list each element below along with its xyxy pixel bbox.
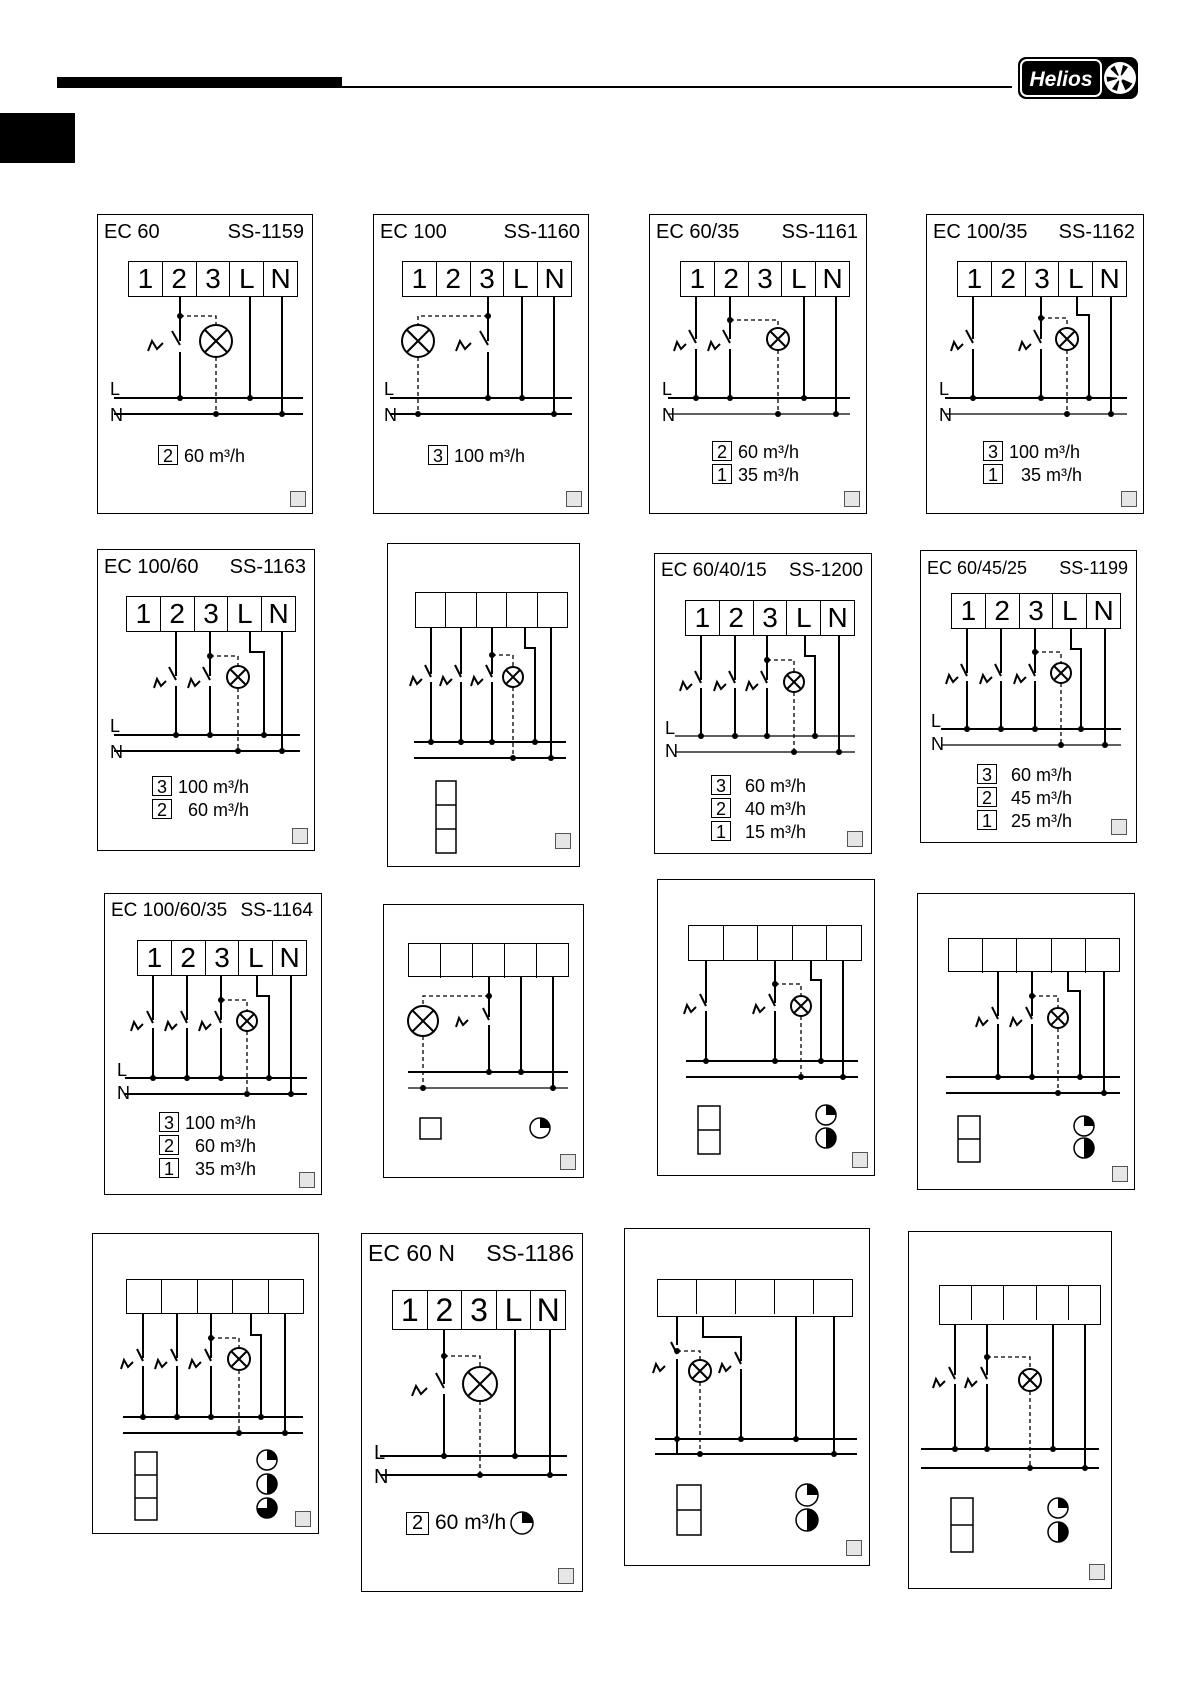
airflow-row: 3 100 m³/h bbox=[983, 441, 1080, 463]
card-code: SS-1199 bbox=[1059, 558, 1128, 578]
svg-text:L: L bbox=[117, 1060, 128, 1080]
airflow-row: 3 100 m³/h bbox=[159, 1112, 256, 1134]
svg-text:N: N bbox=[117, 1083, 130, 1103]
svg-text:N: N bbox=[931, 734, 944, 754]
card-code: SS-1200 bbox=[789, 560, 863, 581]
helios-logo bbox=[1017, 56, 1139, 100]
terminal-3: 3 bbox=[462, 1291, 497, 1329]
svg-text:L: L bbox=[662, 379, 673, 399]
terminal-n: N bbox=[270, 263, 291, 294]
svg-text:Helios: Helios bbox=[1029, 68, 1093, 91]
terminal-l: L bbox=[787, 601, 821, 635]
terminal-l: L bbox=[1053, 594, 1087, 628]
terminal-2: 2 bbox=[992, 262, 1026, 296]
terminal-1: 1 bbox=[403, 262, 437, 296]
wiring-card-ss-1164 bbox=[104, 893, 322, 1195]
svg-text:N: N bbox=[665, 741, 678, 761]
checkbox[interactable] bbox=[295, 1511, 311, 1527]
terminal-3: 3 bbox=[1020, 594, 1054, 628]
terminal-n: N bbox=[268, 598, 289, 629]
terminal-2: 2 bbox=[163, 262, 197, 296]
checkbox[interactable] bbox=[1089, 1564, 1105, 1580]
terminal-3: 3 bbox=[749, 262, 783, 296]
airflow-row: 2 40 m³/h bbox=[711, 798, 806, 820]
wiring-diagram bbox=[98, 215, 314, 515]
svg-text:L: L bbox=[384, 379, 395, 399]
airflow-row: 3 100 m³/h bbox=[152, 776, 249, 798]
card-code: SS-1162 bbox=[1058, 221, 1135, 243]
card-code: SS-1186 bbox=[486, 1240, 574, 1266]
svg-text:L: L bbox=[665, 718, 676, 738]
card-code: SS-1163 bbox=[229, 556, 306, 578]
card-model: EC 60 N bbox=[368, 1240, 455, 1266]
terminal-1: 1 bbox=[686, 601, 720, 635]
checkbox[interactable] bbox=[844, 491, 860, 507]
terminal-l: L bbox=[239, 941, 273, 975]
terminal-1: 1 bbox=[393, 1291, 428, 1329]
terminal-3: 3 bbox=[197, 262, 231, 296]
wiring-card-ss-1199 bbox=[920, 550, 1137, 843]
wiring-card-blank-3 bbox=[657, 879, 875, 1176]
checkbox[interactable] bbox=[1121, 491, 1137, 507]
terminal-l: L bbox=[228, 597, 262, 631]
terminal-2: 2 bbox=[437, 262, 471, 296]
terminal-3: 3 bbox=[754, 601, 788, 635]
checkbox[interactable] bbox=[847, 831, 863, 847]
checkbox[interactable] bbox=[292, 828, 308, 844]
checkbox[interactable] bbox=[299, 1172, 315, 1188]
terminal-1: 1 bbox=[127, 597, 161, 631]
terminal-2: 2 bbox=[161, 597, 195, 631]
wiring-card-ss-1186 bbox=[361, 1233, 583, 1592]
svg-text:N: N bbox=[110, 405, 123, 425]
airflow-row: 2 60 m³/h bbox=[406, 1512, 506, 1535]
card-code: SS-1159 bbox=[227, 221, 304, 243]
terminal-3: 3 bbox=[206, 941, 240, 975]
wiring-card-ss-1163 bbox=[97, 549, 315, 851]
card-model: EC 100/60 bbox=[104, 556, 199, 578]
wiring-card-ss-1162 bbox=[926, 214, 1144, 514]
terminal-1: 1 bbox=[138, 941, 172, 975]
terminal-2: 2 bbox=[172, 941, 206, 975]
wiring-diagram bbox=[384, 905, 585, 1179]
wiring-card-blank-4 bbox=[917, 893, 1135, 1190]
wiring-diagram bbox=[918, 894, 1136, 1191]
airflow-row: 1 35 m³/h bbox=[159, 1158, 256, 1180]
airflow-row: 3 60 m³/h bbox=[711, 775, 806, 797]
airflow-row: 2 60 m³/h bbox=[159, 1135, 256, 1157]
terminal-n: N bbox=[536, 1292, 560, 1328]
wiring-diagram bbox=[625, 1229, 871, 1567]
airflow-row: 1 35 m³/h bbox=[983, 464, 1082, 486]
terminal-l: L bbox=[504, 262, 538, 296]
airflow-row: 1 15 m³/h bbox=[711, 821, 806, 843]
terminal-n: N bbox=[1099, 263, 1120, 294]
checkbox[interactable] bbox=[852, 1152, 868, 1168]
terminal-2: 2 bbox=[720, 601, 754, 635]
terminal-l: L bbox=[230, 262, 264, 296]
card-model: EC 60/35 bbox=[656, 221, 740, 243]
airflow-row: 2 60 m³/h bbox=[712, 441, 799, 463]
card-model: EC 60/45/25 bbox=[927, 558, 1028, 578]
card-model: EC 100/60/35 bbox=[111, 900, 228, 921]
svg-text:L: L bbox=[931, 711, 942, 731]
checkbox[interactable] bbox=[290, 491, 306, 507]
svg-text:L: L bbox=[939, 379, 950, 399]
svg-text:N: N bbox=[384, 405, 397, 425]
card-code: SS-1160 bbox=[503, 221, 580, 243]
svg-text:L: L bbox=[110, 379, 121, 399]
header-rule-thin bbox=[342, 86, 1012, 88]
wiring-card-blank-6 bbox=[624, 1228, 870, 1566]
airflow-row: 3 60 m³/h bbox=[977, 764, 1072, 786]
svg-text:L: L bbox=[374, 1442, 386, 1464]
wiring-diagram bbox=[362, 1234, 584, 1593]
card-code: SS-1161 bbox=[781, 221, 858, 243]
wiring-diagram bbox=[909, 1232, 1113, 1590]
wiring-card-blank-2 bbox=[383, 904, 584, 1178]
language-tab-marker bbox=[0, 113, 75, 163]
card-model: EC 60 bbox=[104, 221, 160, 243]
terminal-2: 2 bbox=[986, 594, 1020, 628]
terminal-n: N bbox=[822, 263, 843, 294]
terminal-2: 2 bbox=[715, 262, 749, 296]
wiring-card-ss-1200 bbox=[654, 553, 872, 854]
checkbox[interactable] bbox=[555, 833, 571, 849]
airflow-row: 2 60 m³/h bbox=[152, 799, 249, 821]
wiring-card-ss-1159 bbox=[97, 214, 313, 514]
terminal-1: 1 bbox=[958, 262, 992, 296]
svg-text:N: N bbox=[374, 1466, 389, 1488]
checkbox[interactable] bbox=[846, 1540, 862, 1556]
airflow-row: 2 60 m³/h bbox=[158, 445, 245, 467]
terminal-1: 1 bbox=[952, 594, 986, 628]
terminal-2: 2 bbox=[428, 1291, 463, 1329]
card-model: EC 100/35 bbox=[933, 221, 1028, 243]
svg-text:N: N bbox=[662, 405, 675, 425]
checkbox[interactable] bbox=[1111, 819, 1127, 835]
wiring-diagram bbox=[388, 544, 581, 868]
checkbox[interactable] bbox=[566, 491, 582, 507]
terminal-3: 3 bbox=[195, 597, 229, 631]
wiring-diagram bbox=[374, 215, 590, 515]
terminal-l: L bbox=[782, 262, 816, 296]
card-model: EC 60/40/15 bbox=[661, 560, 767, 581]
terminal-3: 3 bbox=[471, 262, 505, 296]
terminal-3: 3 bbox=[1026, 262, 1060, 296]
terminal-1: 1 bbox=[129, 262, 163, 296]
checkbox[interactable] bbox=[560, 1154, 576, 1170]
wiring-card-blank-1 bbox=[387, 543, 580, 867]
card-code: SS-1164 bbox=[240, 900, 313, 921]
checkbox[interactable] bbox=[558, 1568, 574, 1584]
terminal-n: N bbox=[827, 602, 848, 633]
svg-text:N: N bbox=[110, 742, 123, 762]
card-model: EC 100 bbox=[380, 221, 447, 243]
airflow-row: 3 100 m³/h bbox=[428, 445, 525, 467]
wiring-card-blank-5 bbox=[92, 1233, 319, 1534]
terminal-n: N bbox=[544, 263, 565, 294]
airflow-row: 1 25 m³/h bbox=[977, 810, 1072, 832]
terminal-1: 1 bbox=[681, 262, 715, 296]
header-rule-thick bbox=[57, 77, 342, 88]
terminal-n: N bbox=[279, 942, 300, 973]
terminal-n: N bbox=[1093, 595, 1114, 626]
terminal-l: L bbox=[1059, 262, 1093, 296]
wiring-diagram bbox=[658, 880, 876, 1177]
wiring-diagram bbox=[93, 1234, 320, 1535]
terminal-l: L bbox=[497, 1291, 532, 1329]
checkbox[interactable] bbox=[1112, 1166, 1128, 1182]
wiring-card-ss-1161 bbox=[649, 214, 867, 514]
svg-text:N: N bbox=[939, 405, 952, 425]
svg-text:L: L bbox=[110, 716, 121, 736]
wiring-card-blank-7 bbox=[908, 1231, 1112, 1589]
airflow-row: 1 35 m³/h bbox=[712, 464, 799, 486]
airflow-row: 2 45 m³/h bbox=[977, 787, 1072, 809]
wiring-card-ss-1160 bbox=[373, 214, 589, 514]
